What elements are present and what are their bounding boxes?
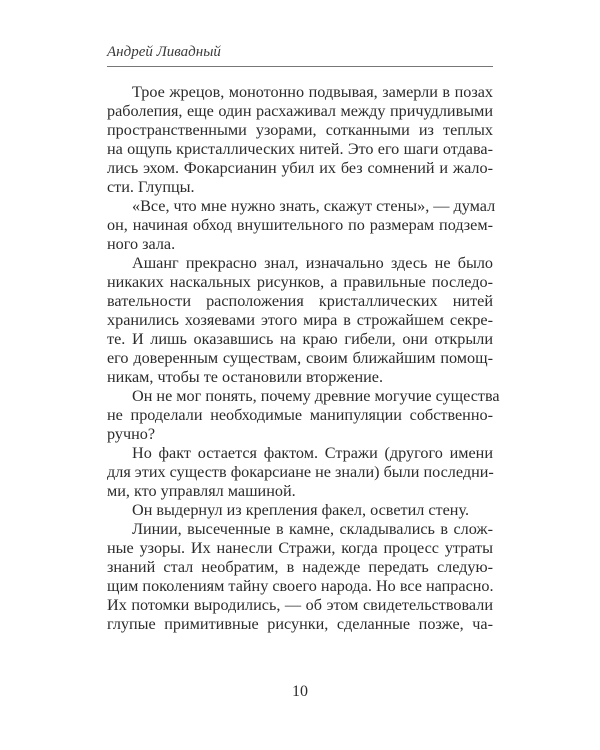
text-line: сти. Глупцы. — [107, 178, 195, 196]
text-line: он, начиная обход внушительного по размерам подзем- — [107, 216, 493, 234]
text-line: щим поколениям тайну своего народа. Но все напрасно. — [107, 577, 494, 595]
paragraph — [107, 254, 493, 387]
text-line: Он выдернул из крепления факел, осветил стену. — [132, 501, 469, 519]
paragraph — [107, 387, 500, 444]
text-line: Трое жрецов, монотонно подвывая, замерли в позах — [132, 83, 493, 101]
text-line: Линии, высеченные в камне, складывались в слож- — [132, 520, 493, 538]
text-line: ручно? — [107, 425, 156, 443]
body-text — [107, 83, 500, 634]
text-line: раболепия, еще один расхаживал между причудливыми — [107, 102, 493, 120]
header-rule — [107, 66, 493, 67]
text-line: Но факт остается фактом. Стражи (другого имени — [132, 444, 493, 462]
text-line: на ощупь кристаллических нитей. Это его шаги отдава- — [107, 140, 493, 158]
text-line: «Все, что мне нужно знать, скажут стены», — думал — [132, 197, 496, 215]
paragraph — [107, 83, 493, 197]
page-number: 10 — [292, 683, 308, 700]
text-line: вательности расположения кристаллических нитей — [107, 292, 493, 310]
paragraph — [107, 444, 493, 501]
paragraph — [107, 520, 493, 634]
text-line: Он не мог понять, почему древние могучие существа — [132, 387, 500, 405]
paragraph — [107, 197, 496, 254]
paragraph — [107, 501, 493, 520]
running-head-author: Андрей Ливадный — [107, 44, 221, 60]
text-line: ного зала. — [107, 235, 176, 253]
text-line: лись эхом. Фокарсианин убил их без сомнений и жало- — [107, 159, 493, 177]
text-line: ные узоры. Их нанесли Стражи, когда процесс утраты — [107, 539, 493, 557]
text-line: те. И лишь оказавшись на краю гибели, они открыли — [107, 330, 493, 348]
text-line: знаний стал необратим, в надежде передать следую- — [107, 558, 493, 576]
text-line: Их потомки выродились, — об этом свидетельствовали — [107, 596, 493, 614]
text-line: никам, чтобы те остановили вторжение. — [107, 368, 384, 386]
text-line: пространственными узорами, сотканными из теплых — [107, 121, 493, 139]
text-line: никаких наскальных рисунков, а правильные последо- — [107, 273, 493, 291]
text-line: для этих существ фокарсиане не знали) были последни- — [107, 463, 494, 481]
text-line: хранились хозяевами этого мира в строжайшем секре- — [107, 311, 493, 329]
text-line: не проделали необходимые манипуляции собственно- — [107, 406, 493, 424]
text-line: его доверенным существам, своим ближайшим помощ- — [107, 349, 493, 367]
text-line: ми, кто управлял машиной. — [107, 482, 296, 500]
text-line: глупые примитивные рисунки, сделанные позже, ча- — [107, 615, 493, 633]
text-line: Ашанг прекрасно знал, изначально здесь не было — [132, 254, 493, 272]
